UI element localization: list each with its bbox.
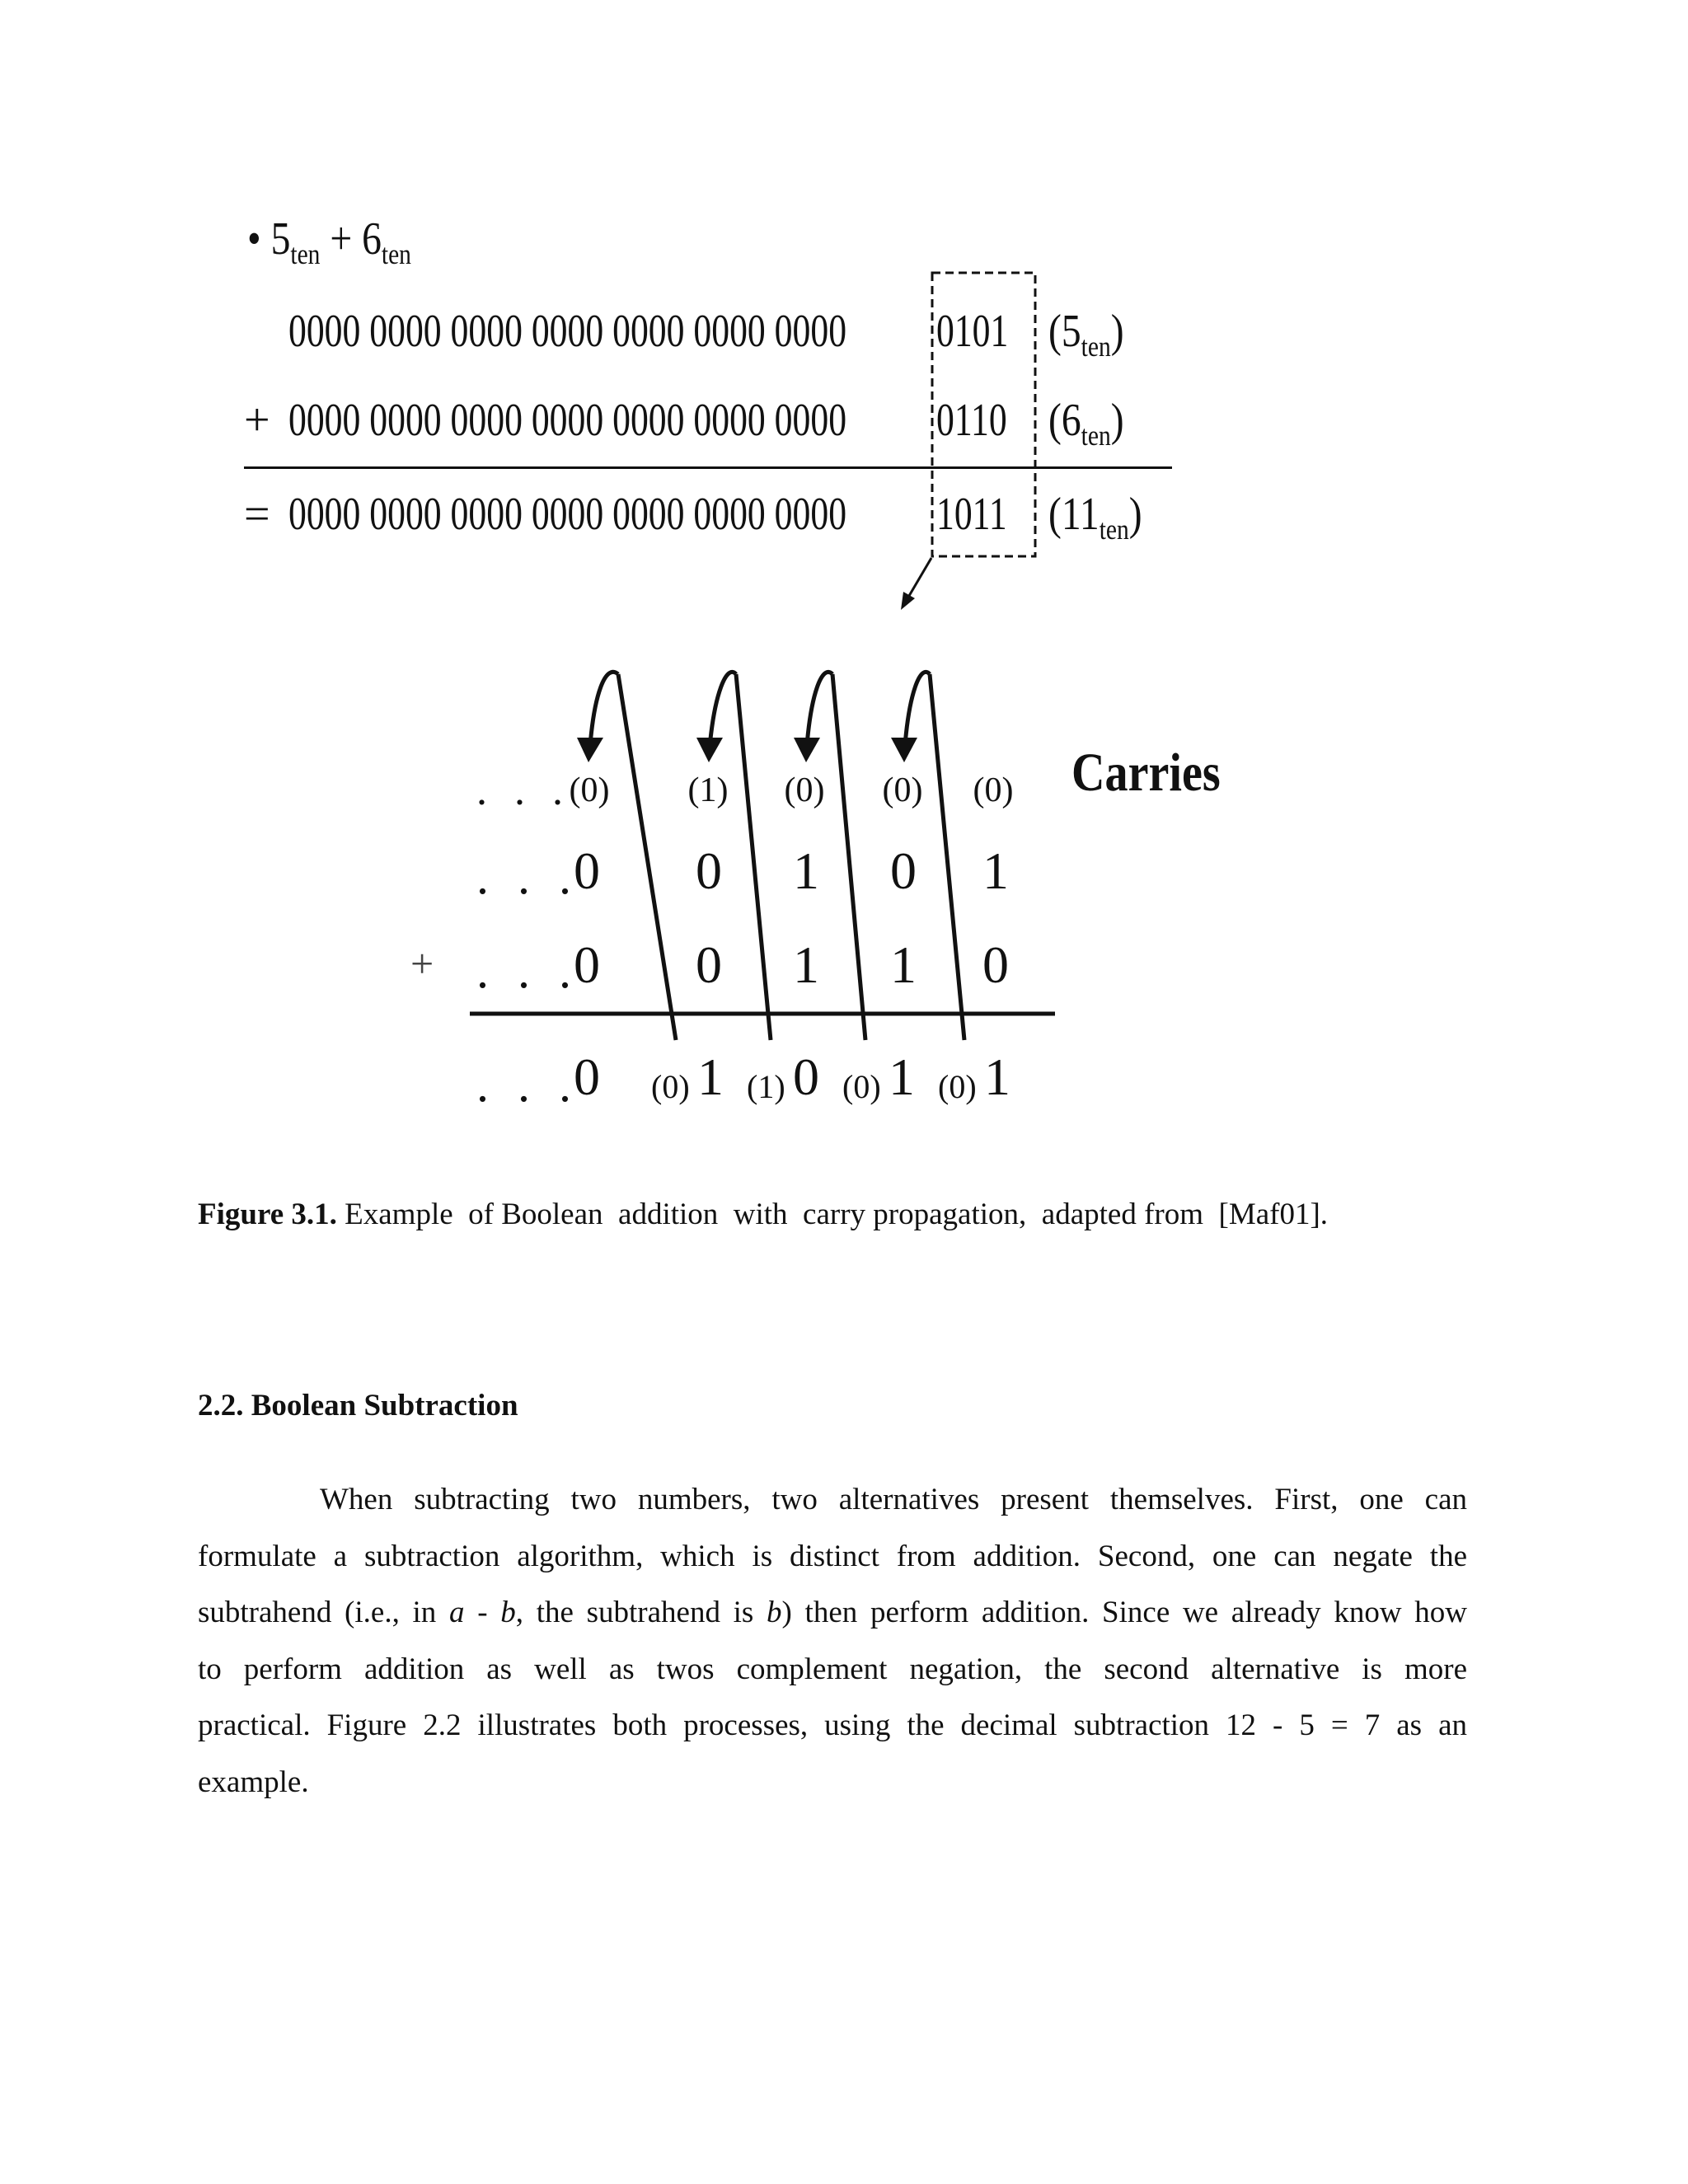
label-subscript: ten [1081,330,1111,363]
carry-value: (0) [973,771,1014,809]
decimal-label-2: $(6_{ten})$ [1048,395,1124,452]
paragraph-line: practical. Figure 2.2 illustrates both processes, using the decimal subtraction 12 - 5 = 7 as an [198,1708,1467,1742]
carry-arrowhead-4 [891,738,917,762]
operand-b: 6 [362,213,382,265]
var-b: b [767,1596,782,1629]
label-number: 11 [1061,489,1100,540]
sum-carry-in: (0) [651,1068,690,1105]
section-heading: 2.2. Boolean Subtraction [198,1389,518,1422]
paragraph-line [198,1472,1467,1529]
plus-sign: + [330,213,353,265]
line-text: When subtracting two numbers, two alternatives present themselves. First, one can [320,1483,1467,1516]
label-subscript: ten [1099,513,1129,546]
sum-digit: 0 [793,1047,819,1106]
carry-line-2 [736,674,771,1040]
var-b: b [500,1596,516,1629]
addend-1-digit: 0 [574,841,600,900]
carry-value: (0) [569,771,610,809]
addend-2-digit: 0 [982,935,1009,994]
carry-value: (1) [687,771,729,809]
body-paragraph [198,1472,1467,1811]
ellipsis-sum: . . . [476,1057,579,1112]
bits-low-2: 0110 [936,395,1007,446]
ellipsis-addend-1: . . . [476,850,579,904]
ellipsis-carries: . . . [476,767,571,814]
operand-b-subscript: ten [381,238,411,271]
addend-2-digit: 0 [696,935,722,994]
carry-value: (0) [784,771,825,809]
addend-1-digit: 1 [982,841,1009,900]
decimal-label-3: $(11_{ten})$ [1048,489,1142,546]
var-a: a [449,1596,465,1629]
ellipsis-addend-2: . . . [476,944,579,998]
sum-digit: 1 [889,1047,915,1106]
paragraph-line: formulate a subtraction algorithm, which is distinct from addition. Second, one can negate the [198,1539,1467,1573]
caption-text: Example of Boolean addition with carry propagation, adapted from [Maf01]. [336,1197,1329,1231]
carry-arrowhead-1 [577,738,603,762]
sum-carry-in: (1) [747,1068,785,1105]
sum-carry-in: (0) [842,1068,881,1105]
carry-arrowhead-3 [794,738,820,762]
sum-digit: 0 [574,1047,600,1106]
figure-caption [198,1197,1328,1232]
carry-arrowhead-2 [696,738,723,762]
operand-a-subscript: ten [290,238,321,271]
label-number: 5 [1061,306,1081,357]
operand-a: 5 [270,213,291,265]
bullet: • [247,213,261,265]
line-text: ) then perform addition. Since we already know how [781,1596,1467,1629]
addend-1-digit: 1 [793,841,819,900]
line-text: subtrahend (i.e., in [198,1596,450,1629]
carry-line-1 [618,674,676,1040]
carry-value: (0) [882,771,923,809]
paragraph-line [198,1585,1467,1642]
addend-2-digit: 1 [890,935,917,994]
addend-2-digit: 0 [574,935,600,994]
addend-2-digit: 1 [793,935,819,994]
plus-sign: + [410,940,434,987]
paragraph-line: example. [198,1765,309,1799]
bits-low-3: 1011 [936,489,1007,540]
sum-digit: 1 [697,1047,724,1106]
label-subscript: ten [1081,419,1111,452]
carry-line-3 [832,674,865,1040]
figure-label: Figure 3.1. [198,1197,337,1231]
paragraph-line: to perform addition as well as twos complement negation, the second alternative is more [198,1652,1467,1686]
sum-carry-in: (0) [938,1068,977,1105]
line-text: - [464,1596,501,1629]
line-text: , the subtrahend is [515,1596,767,1629]
binary-row-2: 0000 0000 0000 0000 0000 0000 0000 [288,395,847,446]
carries-label: Carries [1071,743,1221,803]
plus-operator: + [244,395,270,446]
equals-operator: = [244,489,270,540]
bits-low-1: 0101 [936,306,1009,357]
binary-row-3: 0000 0000 0000 0000 0000 0000 0000 [288,489,847,540]
addend-1-digit: 0 [890,841,917,900]
decimal-label-1: $(5_{ten})$ [1048,306,1124,363]
sum-digit: 1 [984,1047,1010,1106]
addend-1-digit: 0 [696,841,722,900]
label-number: 6 [1061,395,1081,446]
carry-line-4 [930,674,964,1040]
bits-high: 0000 0000 0000 0000 0000 0000 0000 [288,306,847,357]
